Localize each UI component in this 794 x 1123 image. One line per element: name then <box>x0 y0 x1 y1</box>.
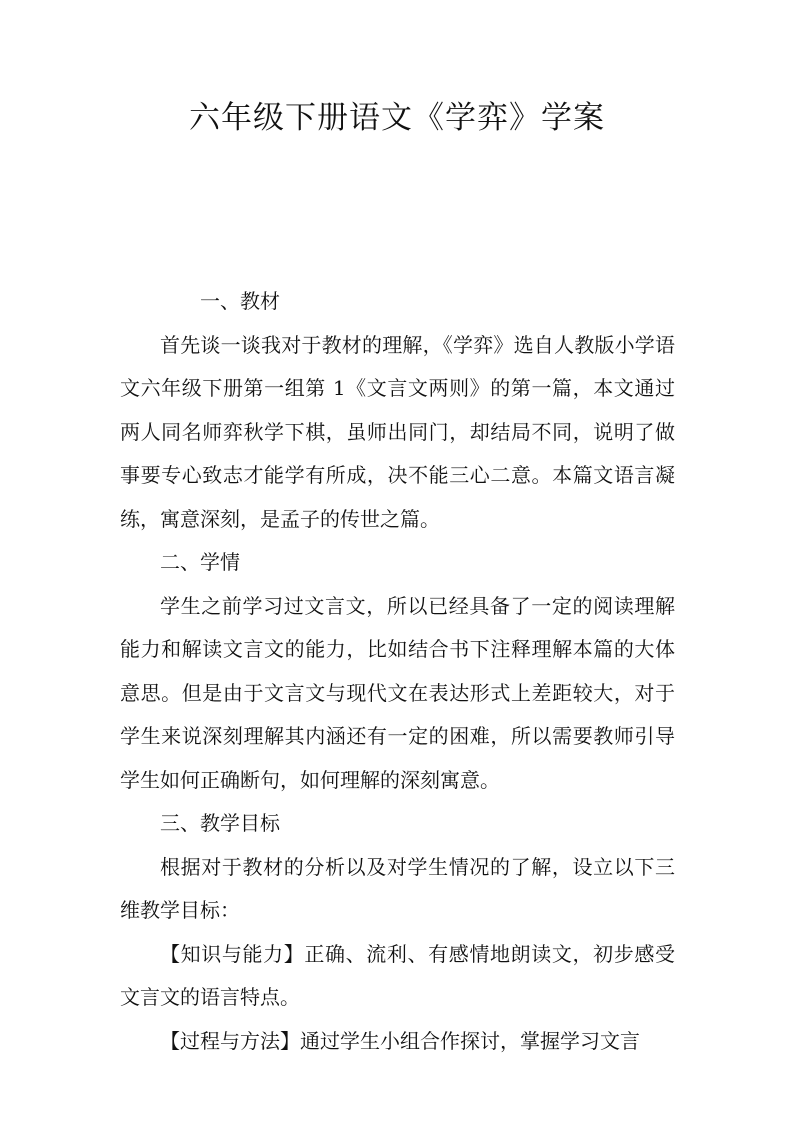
section-heading-materials: 一、教材 <box>200 289 280 313</box>
section-heading-goals: 三、教学目标 <box>160 811 280 835</box>
section-heading-students: 二、学情 <box>160 550 240 574</box>
paragraph-materials: 首先谈一谈我对于教材的理解，《学弈》选自人教版小学语文六年级下册第一组第 1《文言文两则》的第一篇，本文通过两人同名师弈秋学下棋，虽师出同门，却结局不同，说明了做事要专心致志才能学有所成，决不能三心二意。本篇文语言凝练，寓意深刻，是孟子的传世之篇。 <box>120 332 675 531</box>
document-body <box>120 280 675 1063</box>
goal-process: 【过程与方法】通过学生小组合作探讨，掌握学习文言 <box>160 1028 640 1053</box>
paragraph-students: 学生之前学习过文言文，所以已经具备了一定的阅读理解能力和解读文言文的能力，比如结合书下注释理解本篇的大体意思。但是由于文言文与现代文在表达形式上差距较大，对于学生来说深刻理解其内涵还有一定的困难，所以需要教师引导学生如何正确断句，如何理解的深刻寓意。 <box>120 593 675 792</box>
paragraph-goals: 根据对于教材的分析以及对学生情况的了解，设立以下三维教学目标： <box>120 854 675 922</box>
document-title: 六年级下册语文《学弈》学案 <box>189 100 605 136</box>
goal-knowledge: 【知识与能力】正确、流利、有感情地朗读文，初步感受文言文的语言特点。 <box>120 941 675 1009</box>
